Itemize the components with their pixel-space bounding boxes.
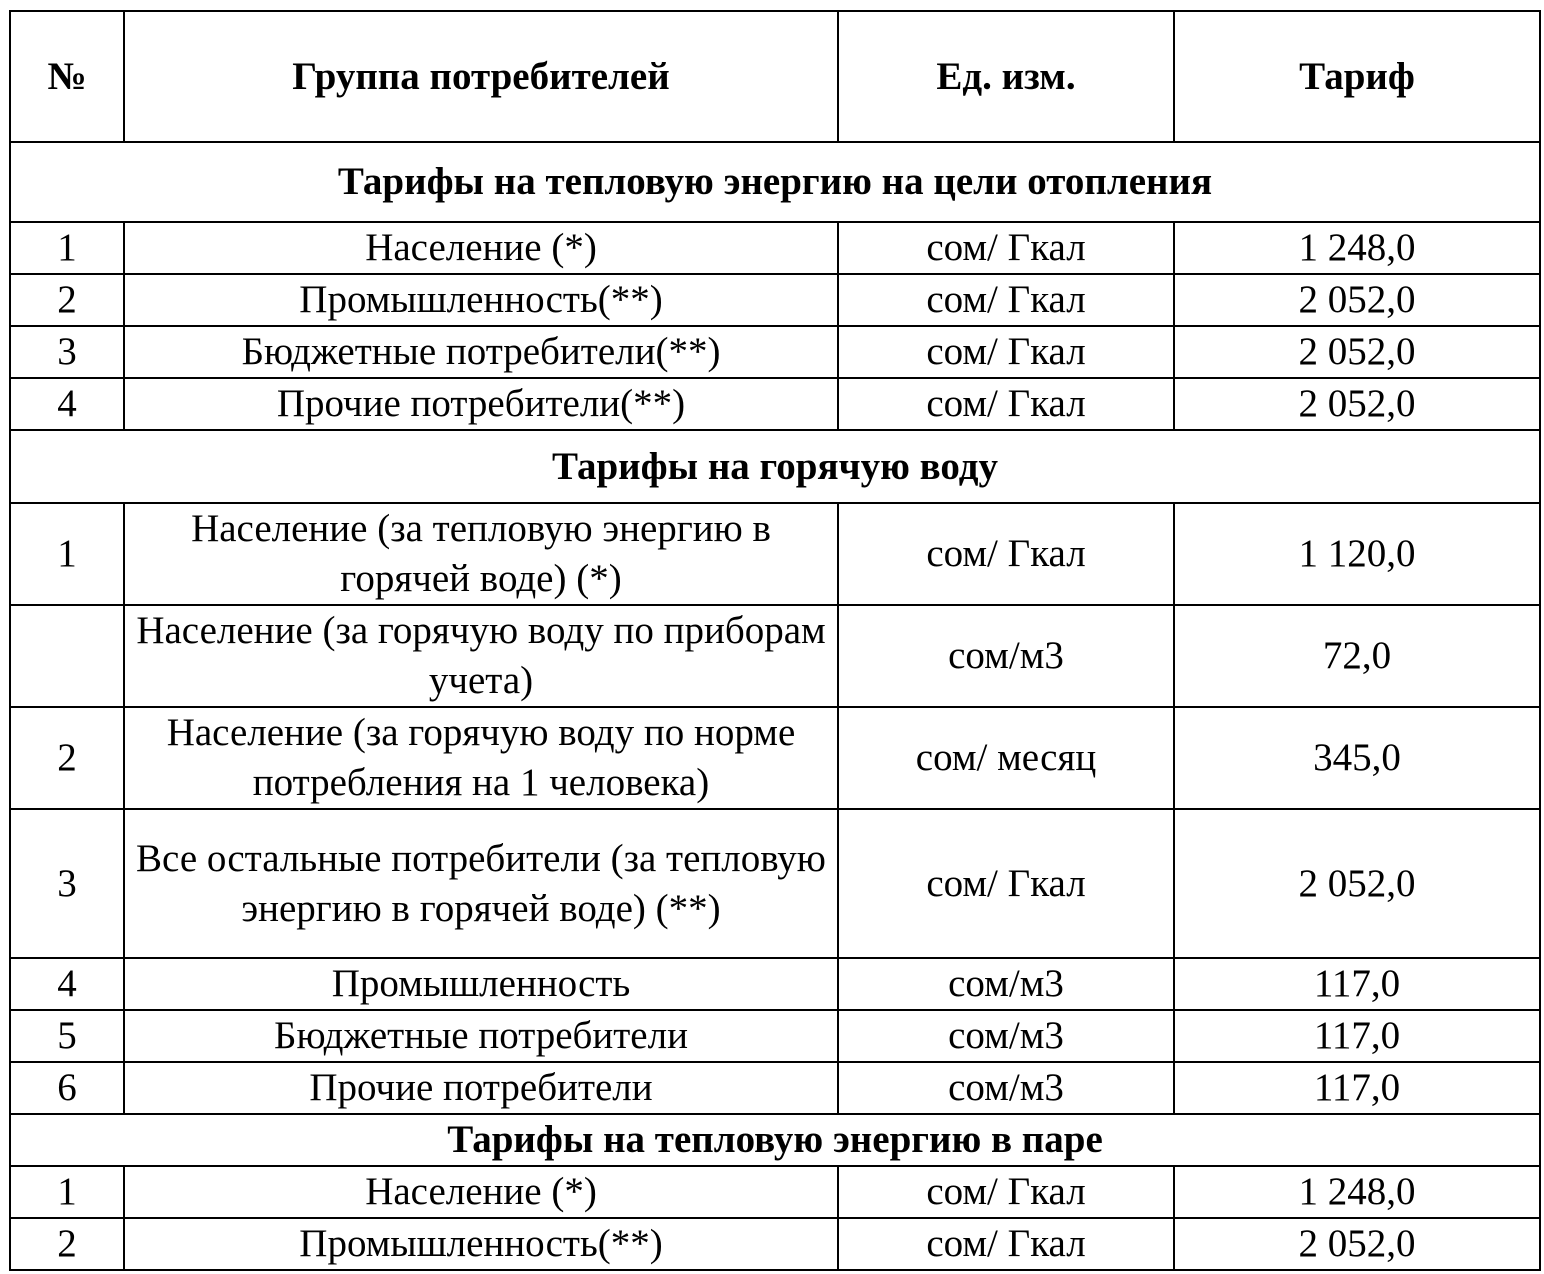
row-tariff: 1 120,0 [1174,503,1540,605]
row-unit: сом/ Гкал [838,274,1174,326]
row-unit: сом/ месяц [838,707,1174,809]
row-num: 3 [10,809,124,958]
table-row [10,1010,1540,1062]
row-tariff: 1 248,0 [1174,222,1540,274]
table-row [10,707,1540,809]
row-num: 1 [10,222,124,274]
header-group: Группа потребителей [124,11,838,142]
row-num: 4 [10,958,124,1010]
row-tariff: 72,0 [1174,605,1540,707]
table-row [10,605,1540,707]
table-row [10,274,1540,326]
row-group: Прочие потребители(**) [124,378,838,430]
row-tariff: 345,0 [1174,707,1540,809]
row-num: 2 [10,707,124,809]
table-row [10,378,1540,430]
row-unit: сом/м3 [838,1062,1174,1114]
section-title: Тарифы на тепловую энергию на цели отопления [10,142,1540,222]
row-group: Все остальные потребители (за тепловую энергию в горячей воде) (**) [124,809,838,958]
row-group: Население (за тепловую энергию в горячей воде) (*) [124,503,838,605]
table-row [10,503,1540,605]
table-row [10,1166,1540,1218]
row-num: 5 [10,1010,124,1062]
row-unit: сом/ Гкал [838,222,1174,274]
section-title: Тарифы на горячую воду [10,430,1540,503]
row-num [10,605,124,707]
row-group: Население (*) [124,222,838,274]
row-unit: сом/ Гкал [838,1218,1174,1270]
row-unit: сом/м3 [838,1010,1174,1062]
row-tariff: 2 052,0 [1174,326,1540,378]
row-tariff: 117,0 [1174,1010,1540,1062]
section-heading [10,430,1540,503]
row-group: Бюджетные потребители(**) [124,326,838,378]
table-row [10,326,1540,378]
row-tariff: 117,0 [1174,1062,1540,1114]
row-tariff: 2 052,0 [1174,809,1540,958]
row-unit: сом/ Гкал [838,503,1174,605]
tariff-table [9,10,1541,1271]
table-row [10,222,1540,274]
row-group: Промышленность [124,958,838,1010]
header-unit: Ед. изм. [838,11,1174,142]
row-group: Население (за горячую воду по норме потребления на 1 человека) [124,707,838,809]
row-unit: сом/ Гкал [838,809,1174,958]
table-row [10,1218,1540,1270]
row-group: Прочие потребители [124,1062,838,1114]
row-num: 1 [10,503,124,605]
row-tariff: 2 052,0 [1174,274,1540,326]
row-group: Население (за горячую воду по приборам учета) [124,605,838,707]
row-unit: сом/м3 [838,605,1174,707]
row-tariff: 117,0 [1174,958,1540,1010]
header-row [10,11,1540,142]
row-num: 2 [10,274,124,326]
table-row [10,958,1540,1010]
row-tariff: 2 052,0 [1174,1218,1540,1270]
row-group: Бюджетные потребители [124,1010,838,1062]
row-num: 4 [10,378,124,430]
section-title: Тарифы на тепловую энергию в паре [10,1114,1540,1166]
section-heading [10,1114,1540,1166]
row-num: 2 [10,1218,124,1270]
row-num: 1 [10,1166,124,1218]
row-unit: сом/ Гкал [838,378,1174,430]
row-group: Промышленность(**) [124,1218,838,1270]
row-unit: сом/ Гкал [838,326,1174,378]
header-tariff: Тариф [1174,11,1540,142]
section-heading [10,142,1540,222]
row-num: 3 [10,326,124,378]
row-num: 6 [10,1062,124,1114]
row-tariff: 2 052,0 [1174,378,1540,430]
table-row [10,809,1540,958]
row-unit: сом/м3 [838,958,1174,1010]
row-group: Промышленность(**) [124,274,838,326]
row-tariff: 1 248,0 [1174,1166,1540,1218]
header-num: № [10,11,124,142]
row-unit: сом/ Гкал [838,1166,1174,1218]
row-group: Население (*) [124,1166,838,1218]
table-row [10,1062,1540,1114]
